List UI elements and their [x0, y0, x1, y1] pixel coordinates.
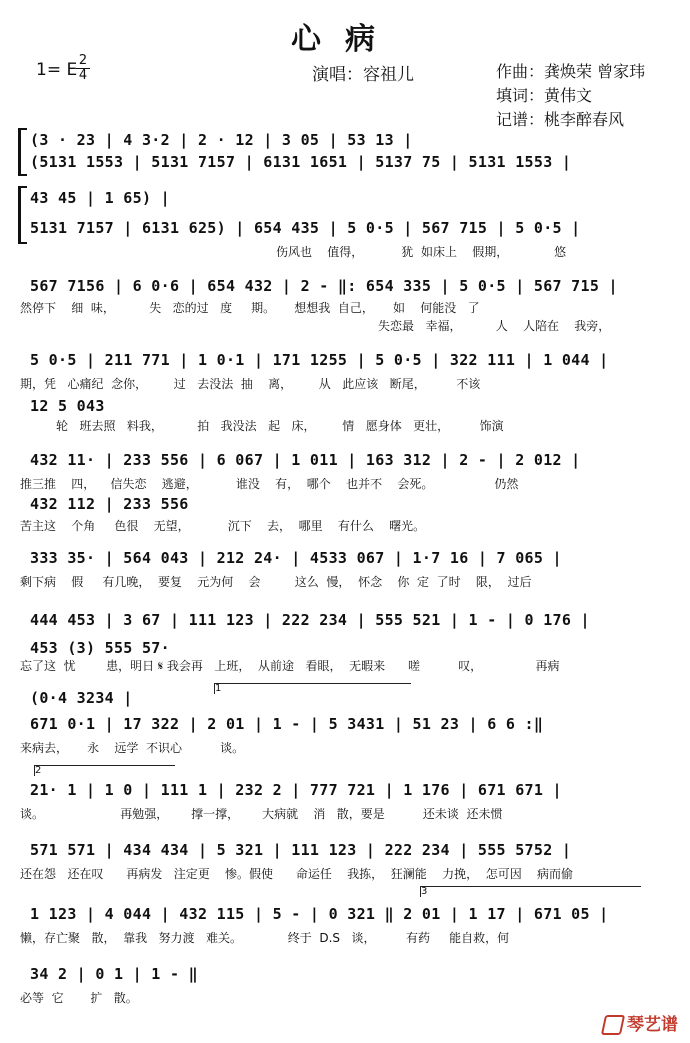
lyric-line: 懒，存亡聚 散， 靠我 努力渡 难关。 终于 D.S 谈， 有药 能自救，何: [20, 931, 510, 945]
volta-1: 1: [214, 683, 411, 694]
lyric-line: 谈。 再勉强， 撑一撑， 大病就 消 散，要是 还未谈 还未惯: [20, 807, 503, 821]
lyric-line: 来病去， 永 远学 不识心 谈。: [20, 741, 245, 755]
notation-line: 333 35· | 564 043 | 212 24· | 4533 067 | 1·7 16 | 7 065 |: [30, 549, 562, 567]
lyric-line: 忘了这 忧 患，明日 𝄋 我会再 上班， 从前途 看眼， 无暇来 嗟 叹， 再病: [20, 659, 560, 673]
lyric-line: 失恋最 幸福， 人 人陪在 我旁，: [378, 319, 611, 333]
system-bracket-1: [18, 128, 27, 176]
lyric-line: 伤风也 值得， 犹 如床上 假期， 悠: [276, 245, 567, 259]
notation-line: 34 2 | 0 1 | 1 - ‖: [30, 965, 198, 983]
lyric-line: 然停下 细 味， 失 恋的过 度 期。 想想我 自己， 如 何能没 了: [20, 301, 480, 315]
lyric-line: 还在怨 还在叹 再病发 注定更 惨。假使 命运任 我拣， 狂澜能 力挽， 怎可因 病而偷: [20, 867, 573, 881]
credits: [496, 60, 645, 132]
notation-line: 571 571 | 434 434 | 5 321 | 111 123 | 222 234 | 555 5752 |: [30, 841, 572, 859]
notation-line: 5 0·5 | 211 771 | 1 0·1 | 171 1255 | 5 0·5 | 322 111 | 1 044 |: [30, 351, 609, 369]
logo-icon: [601, 1015, 625, 1035]
notation-line: 21· 1 | 1 0 | 111 1 | 232 2 | 777 721 | 1 176 | 671 671 |: [30, 781, 562, 799]
composer-credit: 作曲：龚焕荣 曾家玮: [496, 62, 646, 81]
notation-line: 432 112 | 233 556: [30, 495, 189, 513]
lyric-line: 剩下病 假 有几晚， 要复 元为何 会 这么 慢， 怀念 你 定 了时 限， 过后: [20, 575, 532, 589]
notation-line: 43 45 | 1 65) |: [30, 189, 170, 207]
lyric-line: 期，凭 心痛纪 念你， 过 去没法 抽 离， 从 此应该 断尾， 不该: [20, 377, 481, 391]
lyric-line: 推三推 四， 信失恋 逃避， 谁没 有， 哪个 也并不 会死。 仍然: [20, 477, 519, 491]
notation-line: 432 11· | 233 556 | 6 067 | 1 011 | 163 312 | 2 - | 2 012 |: [30, 451, 581, 469]
time-top: 2: [78, 53, 88, 68]
notation-line: (5131 1553 | 5131 7157 | 6131 1651 | 5137 75 | 5131 1553 |: [30, 153, 572, 171]
lyric-line: 轮 班去照 料我， 拍 我没法 起 床， 情 愿身体 更壮， 饰演: [56, 419, 504, 433]
singer-credit: 演唱：容祖儿: [312, 65, 414, 85]
page-title: 心病: [291, 22, 399, 57]
lyricist-credit: 填词：黄伟文: [496, 86, 593, 105]
volta-2: 2: [34, 765, 175, 776]
time-bottom: 4: [78, 68, 88, 83]
notation-line: 453 (3) 555 57·: [30, 639, 170, 657]
notation-line: (3 · 23 | 4 3·2 | 2 · 12 | 3 05 | 53 13 |: [30, 131, 413, 149]
system-bracket-2: [18, 186, 27, 244]
lyric-line: 必等 它 扩 散。: [20, 991, 138, 1005]
volta-3: 3: [420, 886, 641, 897]
notation-line: 567 7156 | 6 0·6 | 654 432 | 2 - ‖: 654 335 | 5 0·5 | 567 715 |: [30, 277, 618, 295]
watermark-logo: [603, 1010, 678, 1035]
notation-line: 1 123 | 4 044 | 432 115 | 5 - | 0 321 ‖ 2 01 | 1 17 | 671 05 |: [30, 905, 609, 923]
notation-line: 5131 7157 | 6131 625) | 654 435 | 5 0·5 | 567 715 | 5 0·5 |: [30, 219, 581, 237]
notation-line: 12 5 043: [30, 397, 105, 415]
time-signature: [76, 54, 90, 83]
notation-line: 444 453 | 3 67 | 111 123 | 222 234 | 555 521 | 1 - | 0 176 |: [30, 611, 590, 629]
lyric-line: 苦主这 个角 色很 无望， 沉下 去， 哪里 有什么 曙光。: [20, 519, 426, 533]
notation-line: 671 0·1 | 17 322 | 2 01 | 1 - | 5 3431 | 51 23 | 6 6 :‖: [30, 715, 544, 733]
notation-line: (0·4 3234 |: [30, 689, 133, 707]
watermark-text: 琴艺谱: [627, 1015, 678, 1035]
transcriber-credit: 记谱：桃李醉春风: [496, 110, 625, 129]
key-signature: 1= E: [36, 60, 78, 80]
